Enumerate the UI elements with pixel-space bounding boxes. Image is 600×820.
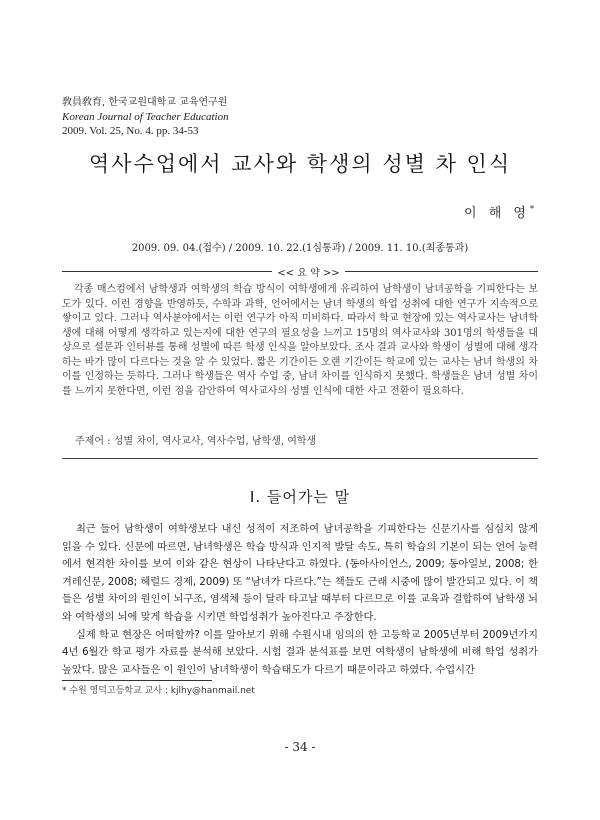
author-name bbox=[464, 202, 534, 221]
body-paragraph: 최근 들어 남학생이 여학생보다 내신 성적이 저조하여 남녀공학을 기피한다는 신문기사를 심심치 않게 읽을 수 있다. 신문에 따르면, 남녀학생은 학습 방식과 인지적 발달 속도, 특히 학습의 기본이 되는 언어 능력에서 현격한 차이를 보여 이와 같은 현상이 나타난다고 하였다. (동아사이언스, 2009; 동아일보, 2008; 한겨레신문, 2008; 헤럴드 경제, 2009) 또 “남녀가 다르다.”는 책들도 근래 시중에 많이 발간되고 있다. 이 책들은 성별 차이의 원인이 뇌구조, 염색체 등이 달라 타고날 때부터 다르므로 이를 교육과 결합하여 남학생 뇌와 여학생의 뇌에 맞게 학습을 시키면 학업성취가 높아진다고 주장한다. bbox=[62, 524, 538, 623]
abstract-text: 각종 매스컴에서 남학생과 여학생의 학습 방식이 여학생에게 유리하여 남학생이 남녀공학을 기피한다는 보도가 있다. 이런 경향을 반영하듯, 수학과 과학, 언어에서는 남녀 학생의 학업 성취에 대한 연구가 지속적으로 쌓이고 있다. 그러나 역사분야에서는 이런 연구가 아직 미비하다. 따라서 학교 현장에 있는 역사교사는 남녀학생에 대해 어떻게 생각하고 있는지에 대한 연구의 필요성을 느끼고 15명의 역사교사와 301명의 학생들을 대상으로 설문과 인터뷰를 통해 성별에 따른 학생 인식을 알아보았다. 조사 결과 교사와 학생이 성별에 대해 생각하는 바가 많이 다르다는 것을 알 수 있었다. 짧은 기간이든 오랜 기간이든 학교에 있는 교사는 남녀 학생의 차이를 인정하는 듯하다. 그러나 학생들은 역사 수업 중, 남녀 차이를 인식하지 못했다. 학생들은 남녀 성별 차이를 느끼지 못한다면, 이런 점을 감안하여 역사교사의 성별 인식에 대한 사고 전환이 필요하다. bbox=[62, 284, 538, 397]
author-footnote-mark: * bbox=[530, 204, 534, 214]
abstract-rule-bottom bbox=[62, 458, 538, 459]
journal-english-name: Korean Journal of Teacher Education bbox=[62, 111, 229, 123]
author-name-text: 이 해 영 bbox=[464, 206, 530, 221]
body-paragraph: 실제 학교 현장은 어떠할까? 이를 알아보기 위해 수원시내 임의의 한 고등학교 2005년부터 2009년가지 4년 6월간 학교 평가 자료를 분석해 보았다. 시험 결과 분석표를 보면 여학생이 남학생에 비해 학업 성취가 높았다. 많은 교사들은 이 원인이 남녀학생이 학습태도가 다르기 때문이라고 하였다. 수업시간 bbox=[62, 629, 538, 676]
journal-header bbox=[62, 96, 229, 138]
body-text bbox=[62, 521, 538, 679]
abstract-heading: << 요 약 >> bbox=[277, 268, 340, 279]
journal-korean-name: 敎員敎育, 한국교원대학교 교육연구원 bbox=[62, 97, 228, 108]
page-number: - 34 - bbox=[284, 740, 316, 754]
section-heading: Ⅰ. 들어가는 말 bbox=[249, 488, 351, 506]
keywords: 주제어 : 성별 차이, 역사교사, 역사수업, 남학생, 여학생 bbox=[75, 436, 317, 447]
journal-volume-info: 2009. Vol. 25, No. 4. pp. 34-53 bbox=[62, 125, 199, 137]
abstract-rule-right bbox=[345, 271, 538, 272]
abstract-rule-left bbox=[62, 271, 272, 272]
paper-title: 역사수업에서 교사와 학생의 성별 차 인식 bbox=[88, 152, 512, 176]
footnote: * 수원 영덕고등학교 교사 : kjlhy@hanmail.net bbox=[62, 686, 255, 696]
footnote-rule bbox=[62, 680, 212, 681]
submission-dates: 2009. 09. 04.(접수) / 2009. 10. 22.(1심통과) / 2009. 11. 10.(최종통과) bbox=[131, 243, 469, 254]
